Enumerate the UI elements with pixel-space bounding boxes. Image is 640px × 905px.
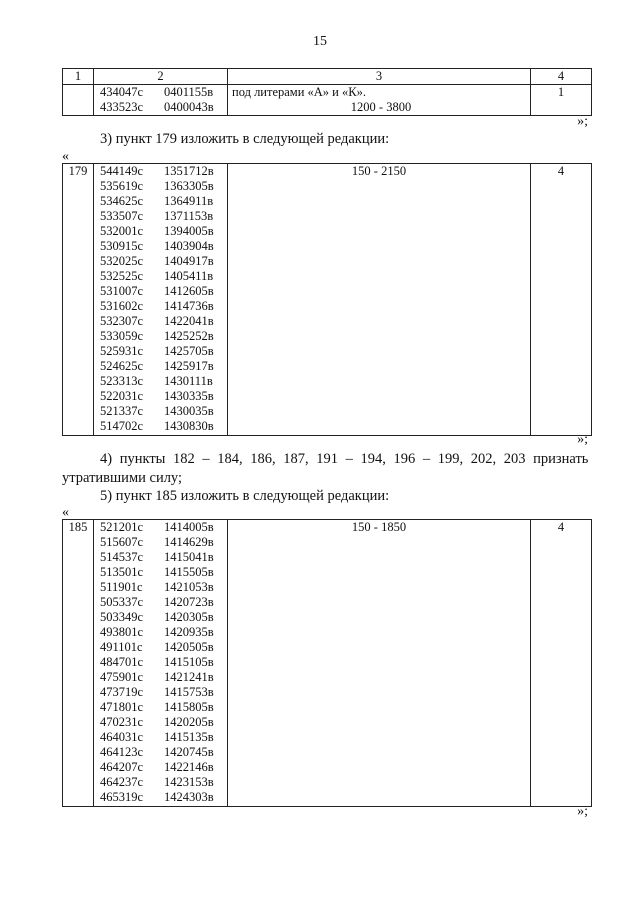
code-c: 491101с xyxy=(100,640,143,654)
table-row xyxy=(100,700,227,715)
code-c: 521337с xyxy=(100,404,144,418)
table-row xyxy=(100,344,227,359)
code-c: 535619с xyxy=(100,179,144,193)
code-v: 1420745в xyxy=(164,745,214,759)
code-v: 1420505в xyxy=(164,640,214,654)
code-c: 533507с xyxy=(100,209,144,223)
code-c: 464237с xyxy=(100,775,144,789)
cell-count: 4 xyxy=(531,164,592,436)
header-col-4: 4 xyxy=(531,69,592,85)
code-v: 1364911в xyxy=(164,194,214,208)
table-point-185 xyxy=(62,519,592,807)
code-c: 475901с xyxy=(100,670,144,684)
table-row xyxy=(100,224,227,239)
code-v: 1421241в xyxy=(164,670,214,684)
code-c: 524625с xyxy=(100,359,144,373)
table-row xyxy=(100,550,227,565)
table-row xyxy=(100,209,227,224)
table-row xyxy=(100,194,227,209)
code-c: 530915с xyxy=(100,239,144,253)
paragraph-5: 5) пункт 185 изложить в следующей редакции: xyxy=(100,488,390,504)
table-row xyxy=(100,580,227,595)
table-row xyxy=(100,685,227,700)
table-row xyxy=(100,745,227,760)
code-v: 1363305в xyxy=(164,179,214,193)
cell-codes xyxy=(94,85,228,116)
cell-number xyxy=(63,85,94,116)
page-number: 15 xyxy=(313,34,327,49)
code-v: 1415041в xyxy=(164,550,214,564)
code-v: 1394005в xyxy=(164,224,214,238)
code-c: 525931с xyxy=(100,344,144,358)
code-v: 1430035в xyxy=(164,404,214,418)
table-row xyxy=(100,269,227,284)
table-point-179 xyxy=(62,163,592,436)
code-v: 1420935в xyxy=(164,625,214,639)
paragraph-3: 3) пункт 179 изложить в следующей редакции: xyxy=(100,131,390,147)
cell-count: 1 xyxy=(531,85,592,116)
code-v: 1404917в xyxy=(164,254,214,268)
code-v: 1430111в xyxy=(164,374,213,388)
code-c: 470231с xyxy=(100,715,144,729)
opening-quote: « xyxy=(62,149,69,164)
code-v: 1412605в xyxy=(164,284,214,298)
code-v: 1420723в xyxy=(164,595,214,609)
table-continuation xyxy=(62,68,592,116)
table-row: 433523с 0400043в xyxy=(100,100,214,114)
table-row xyxy=(100,254,227,269)
cell-number: 179 xyxy=(63,164,94,436)
code-c: 521201с xyxy=(100,520,144,534)
table-row xyxy=(100,374,227,389)
code-v: 1422041в xyxy=(164,314,214,328)
cell-count: 4 xyxy=(531,520,592,807)
cell-range: 150 - 2150 xyxy=(228,164,531,436)
code-v: 1423153в xyxy=(164,775,214,789)
table-row xyxy=(100,359,227,374)
table-row xyxy=(100,179,227,194)
code-c: 503349с xyxy=(100,610,144,624)
table-row xyxy=(100,520,227,535)
code-c: 522031с xyxy=(100,389,144,403)
code-c: 532025с xyxy=(100,254,144,268)
code-c: 532001с xyxy=(100,224,144,238)
paragraph-4-line-1: 4) пункты 182 – 184, 186, 187, 191 – 194, 196 – 199, 202, 203 признать xyxy=(100,451,589,467)
table-row xyxy=(100,640,227,655)
table-row xyxy=(100,314,227,329)
cell-codes xyxy=(94,164,228,436)
code-v: 1351712в xyxy=(164,164,214,178)
closing-quote: »; xyxy=(577,804,588,819)
code-v: 1415135в xyxy=(164,730,214,744)
table-row xyxy=(100,610,227,625)
code-c: 473719с xyxy=(100,685,144,699)
code-c: 471801с xyxy=(100,700,144,714)
code-c: 505337с xyxy=(100,595,144,609)
code-c: 523313с xyxy=(100,374,144,388)
table-row xyxy=(100,389,227,404)
code-c: 515607с xyxy=(100,535,144,549)
header-col-1: 1 xyxy=(63,69,94,85)
code-c: 464123с xyxy=(100,745,144,759)
header-col-2: 2 xyxy=(94,69,228,85)
table-row xyxy=(100,284,227,299)
header-col-3: 3 xyxy=(228,69,531,85)
code-v: 1425252в xyxy=(164,329,214,343)
paragraph-4-line-2: утратившими силу; xyxy=(62,470,183,486)
code-v: 1430830в xyxy=(164,419,214,433)
code-c: 514702с xyxy=(100,419,144,433)
cell-description: под литерами «А» и «К». 1200 - 3800 xyxy=(228,85,531,116)
table-row xyxy=(100,164,227,179)
table-row: 434047с 0401155в xyxy=(100,85,214,99)
code-v: 1422146в xyxy=(164,760,214,774)
code-c: 531602с xyxy=(100,299,144,313)
code-c: 544149с xyxy=(100,164,144,178)
code-v: 1425705в xyxy=(164,344,214,358)
opening-quote: « xyxy=(62,505,69,520)
table-row xyxy=(100,760,227,775)
closing-quote: »; xyxy=(577,432,588,447)
code-v: 1415505в xyxy=(164,565,214,579)
code-c: 532307с xyxy=(100,314,144,328)
code-v: 1415753в xyxy=(164,685,214,699)
code-v: 1414005в xyxy=(164,520,214,534)
code-c: 514537с xyxy=(100,550,144,564)
code-v: 1420305в xyxy=(164,610,214,624)
code-c: 534625с xyxy=(100,194,144,208)
table-row xyxy=(100,790,227,805)
closing-quote: »; xyxy=(577,114,588,129)
cell-codes xyxy=(94,520,228,807)
table-row xyxy=(100,715,227,730)
table-row xyxy=(100,655,227,670)
cell-range: 150 - 1850 xyxy=(228,520,531,807)
table-row xyxy=(100,419,227,434)
code-v: 1430335в xyxy=(164,389,214,403)
code-v: 1414629в xyxy=(164,535,214,549)
table-row xyxy=(100,625,227,640)
cell-number: 185 xyxy=(63,520,94,807)
code-c: 464207с xyxy=(100,760,144,774)
code-c: 532525с xyxy=(100,269,144,283)
code-v: 1421053в xyxy=(164,580,214,594)
table-row xyxy=(100,595,227,610)
code-c: 465319с xyxy=(100,790,144,804)
code-v: 1415105в xyxy=(164,655,214,669)
code-c: 533059с xyxy=(100,329,144,343)
code-v: 1424303в xyxy=(164,790,214,804)
code-v: 1425917в xyxy=(164,359,214,373)
code-v: 1403904в xyxy=(164,239,214,253)
code-v: 1371153в xyxy=(164,209,214,223)
table-row xyxy=(100,730,227,745)
code-c: 464031с xyxy=(100,730,144,744)
code-v: 1405411в xyxy=(164,269,214,283)
code-c: 493801с xyxy=(100,625,144,639)
table-row xyxy=(100,535,227,550)
table-row xyxy=(100,299,227,314)
code-v: 1420205в xyxy=(164,715,214,729)
table-row xyxy=(100,670,227,685)
table-row xyxy=(100,775,227,790)
code-v: 1415805в xyxy=(164,700,214,714)
table-row xyxy=(100,329,227,344)
table-row xyxy=(100,565,227,580)
code-c: 484701с xyxy=(100,655,144,669)
code-c: 531007с xyxy=(100,284,144,298)
code-c: 513501с xyxy=(100,565,144,579)
code-v: 1414736в xyxy=(164,299,214,313)
table-row xyxy=(100,404,227,419)
table-row xyxy=(100,239,227,254)
code-c: 511901с xyxy=(100,580,143,594)
